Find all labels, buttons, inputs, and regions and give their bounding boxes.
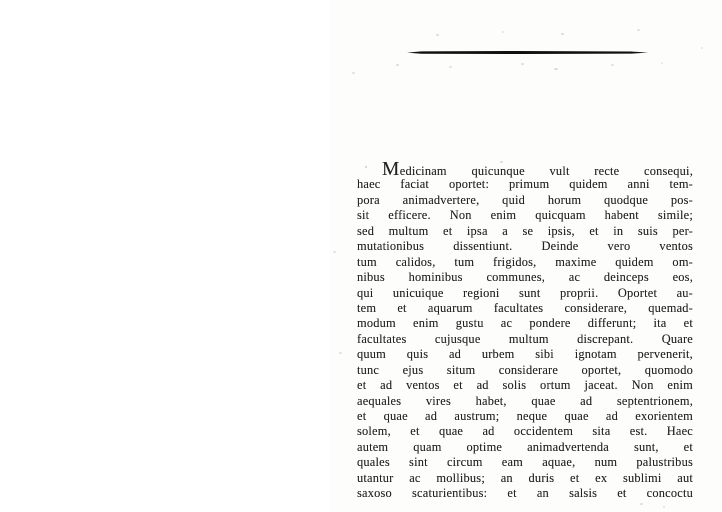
header-rule — [407, 51, 648, 54]
text-line: sed multum et ipsa a se ipsis, et in suis per- — [357, 223, 693, 238]
text-line: pora animadvertere, quid horum quodque pos- — [357, 192, 693, 207]
drop-cap-initial: M — [382, 159, 400, 180]
text-line: utantur ac mollibus; an duris et ex sublimi aut — [357, 470, 693, 485]
text-line: quales sint circum eam aquae, num palustribus — [357, 455, 693, 470]
text-line: mutationibus dissentiunt. Deinde vero ventos — [357, 239, 693, 254]
text-line: saxoso scaturientibus: et an salsis et concoctu — [357, 486, 693, 501]
text-line: et quae ad austrum; neque quae ad exorientem — [357, 409, 693, 423]
text-line: sit efficere. Non enim quicquam habent simile; — [357, 208, 693, 223]
text-line: quum quis ad urbem sibi ignotam pervenerit, — [357, 347, 693, 362]
body-text-block — [357, 159, 693, 502]
text-line: qui unicuique regioni sunt proprii. Oportet au- — [357, 285, 693, 300]
text-line: tum calidos, tum frigidos, maxime quidem om- — [357, 254, 693, 269]
text-line-content: edicinam quicunque vult recte consequi, — [399, 164, 693, 178]
text-line: haec faciat oportet: primum quidem anni tem- — [357, 177, 693, 192]
text-line — [357, 159, 693, 180]
text-line: tem et aquarum facultates considerare, quemad- — [357, 300, 693, 315]
text-line: aequales vires habet, quae ad septentrionem, — [357, 393, 693, 408]
text-line: modum enim gustu ac pondere differunt; ita et — [357, 316, 693, 331]
text-line: nibus hominibus communes, ac deinceps eos, — [357, 270, 693, 285]
text-line: solem, et quae ad occidentem sita est. Haec — [357, 424, 693, 439]
text-line: autem quam optime animadvertenda sunt, et — [357, 439, 693, 454]
text-line: et ad ventos et ad solis ortum jaceat. Non enim — [357, 378, 693, 393]
text-line: facultates cujusque multum discrepant. Quare — [357, 331, 693, 346]
text-line: tunc ejus situm considerare oportet, quomodo — [357, 362, 693, 377]
